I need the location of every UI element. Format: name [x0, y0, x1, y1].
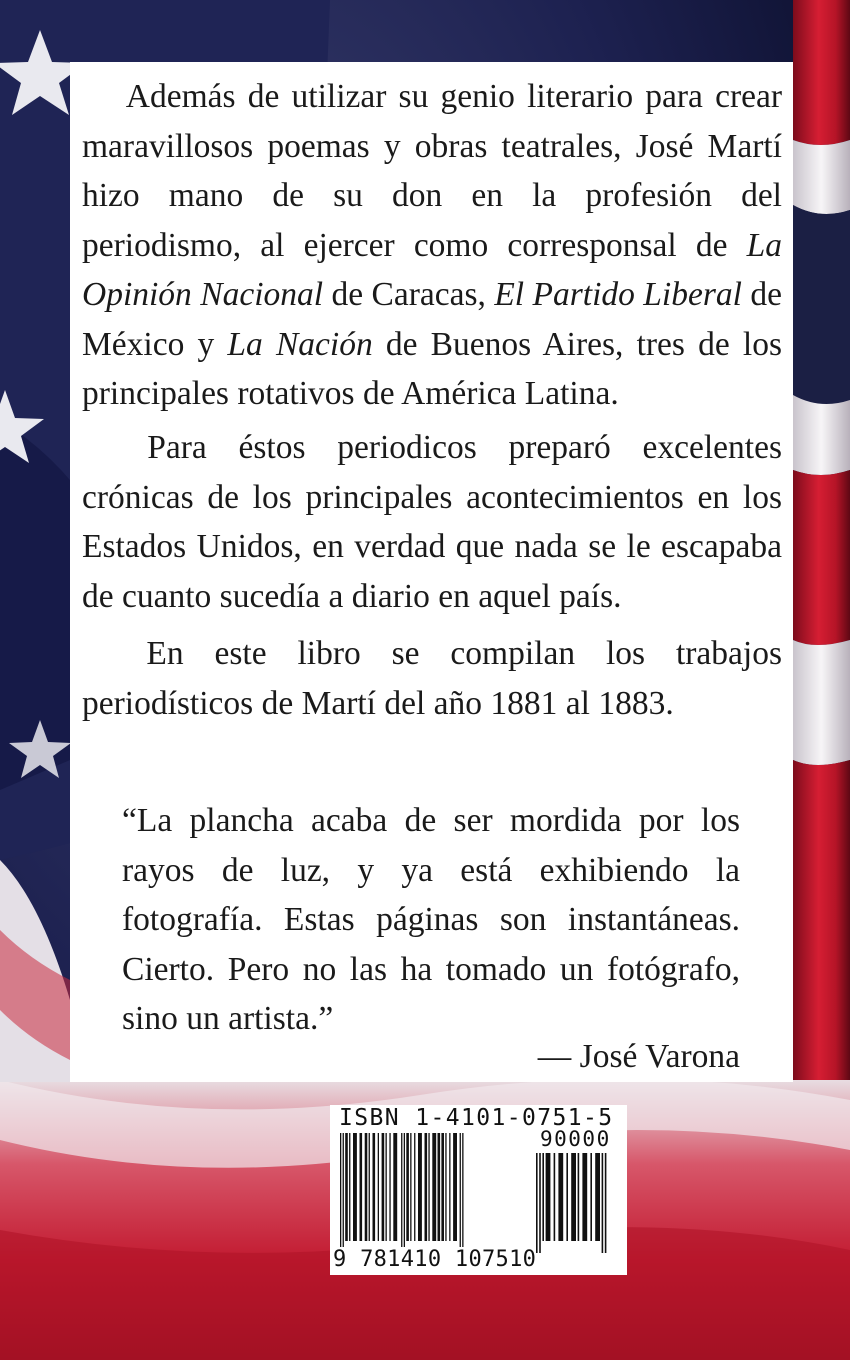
isbn-label: ISBN 1-4101-0751-5 [339, 1105, 614, 1131]
barcode-bar [462, 1133, 463, 1253]
barcode-bar [349, 1133, 350, 1241]
barcode-bar [453, 1133, 457, 1241]
barcode-bar [554, 1153, 556, 1241]
barcode-bar [345, 1133, 348, 1241]
text-segment: Para éstos periodicos preparó excelentes crónicas de los principales acontecimientos en los Estados Unidos, en verdad que nada se le escapaba de cuanto sucedía a diario en aquel país. [82, 429, 782, 615]
barcode-bar [449, 1133, 450, 1241]
barcode-bar [343, 1133, 344, 1253]
barcode-bar [558, 1153, 563, 1241]
barcode-bar [389, 1133, 390, 1241]
barcode-bar [441, 1133, 444, 1241]
quote-text: “La plancha acaba de ser mordida por los rayos de luz, y ya está exhibiendo la fotografía. Estas páginas son instantáneas. Cierto. Pero no las ha tomado un fotógrafo, sino un artista.” [122, 802, 740, 1037]
barcode-bar [571, 1153, 576, 1241]
barcode-bar [369, 1133, 370, 1241]
barcode-bar [460, 1133, 461, 1253]
barcode-bar [378, 1133, 379, 1241]
text-panel [70, 62, 793, 1082]
barcode-bar [432, 1133, 436, 1241]
italic-title: La Nación [227, 325, 373, 363]
barcode [330, 1105, 627, 1275]
barcode-bar [546, 1153, 551, 1241]
barcode-bar [340, 1133, 341, 1253]
barcode-bar [425, 1133, 428, 1241]
barcode-bar [566, 1153, 568, 1241]
text-segment: de México y [82, 276, 782, 363]
paragraph-1 [82, 72, 782, 419]
barcode-bar [382, 1133, 385, 1241]
barcode-bar [410, 1133, 411, 1241]
barcode-bar [406, 1133, 409, 1241]
barcode-bar [418, 1133, 422, 1241]
italic-title: La Opinión Nacional [82, 226, 782, 313]
ean-barcode-bars [340, 1133, 532, 1253]
text-segment: de Buenos Aires, tres de los principales rotativos de América Latina. [82, 325, 782, 412]
barcode-bar [445, 1133, 446, 1241]
addon-barcode-bars [536, 1153, 620, 1253]
paragraph-2 [82, 423, 782, 621]
barcode-bar [386, 1133, 387, 1241]
ean-digits: 9 781410 107510 [333, 1247, 537, 1272]
barcode-bar [365, 1133, 368, 1241]
barcode-bar [414, 1133, 415, 1241]
quote-attribution: — José Varona [537, 1038, 740, 1075]
text-segment: de Caracas, [323, 276, 495, 313]
barcode-bar [536, 1153, 538, 1253]
barcode-bar [373, 1133, 376, 1241]
barcode-bar [353, 1133, 357, 1241]
price-code: 90000 [540, 1127, 611, 1151]
barcode-bar [401, 1133, 402, 1253]
text-segment: Además de utilizar su genio literario para crear maravillosos poemas y obras teatrales, José Martí hizo mano de su don en la profesión del periodismo, al ejercer como corresponsal de [82, 78, 782, 264]
barcode-bar [438, 1133, 441, 1241]
barcode-bar [595, 1153, 600, 1241]
italic-title: El Partido Liberal [494, 276, 742, 313]
barcode-bar [404, 1133, 405, 1253]
barcode-bar [542, 1153, 544, 1241]
barcode-bar [578, 1153, 580, 1241]
barcode-bar [428, 1133, 429, 1241]
paragraph-3 [82, 629, 782, 728]
barcode-bar [393, 1133, 397, 1241]
barcode-bar [605, 1153, 607, 1253]
text-segment: En este libro se compilan los trabajos periodísticos de Martí del año 1881 al 1883. [82, 635, 782, 722]
barcode-bar [590, 1153, 592, 1241]
barcode-bar [360, 1133, 363, 1241]
barcode-bar [582, 1153, 587, 1241]
barcode-bar [539, 1153, 541, 1253]
barcode-bar [602, 1153, 604, 1253]
